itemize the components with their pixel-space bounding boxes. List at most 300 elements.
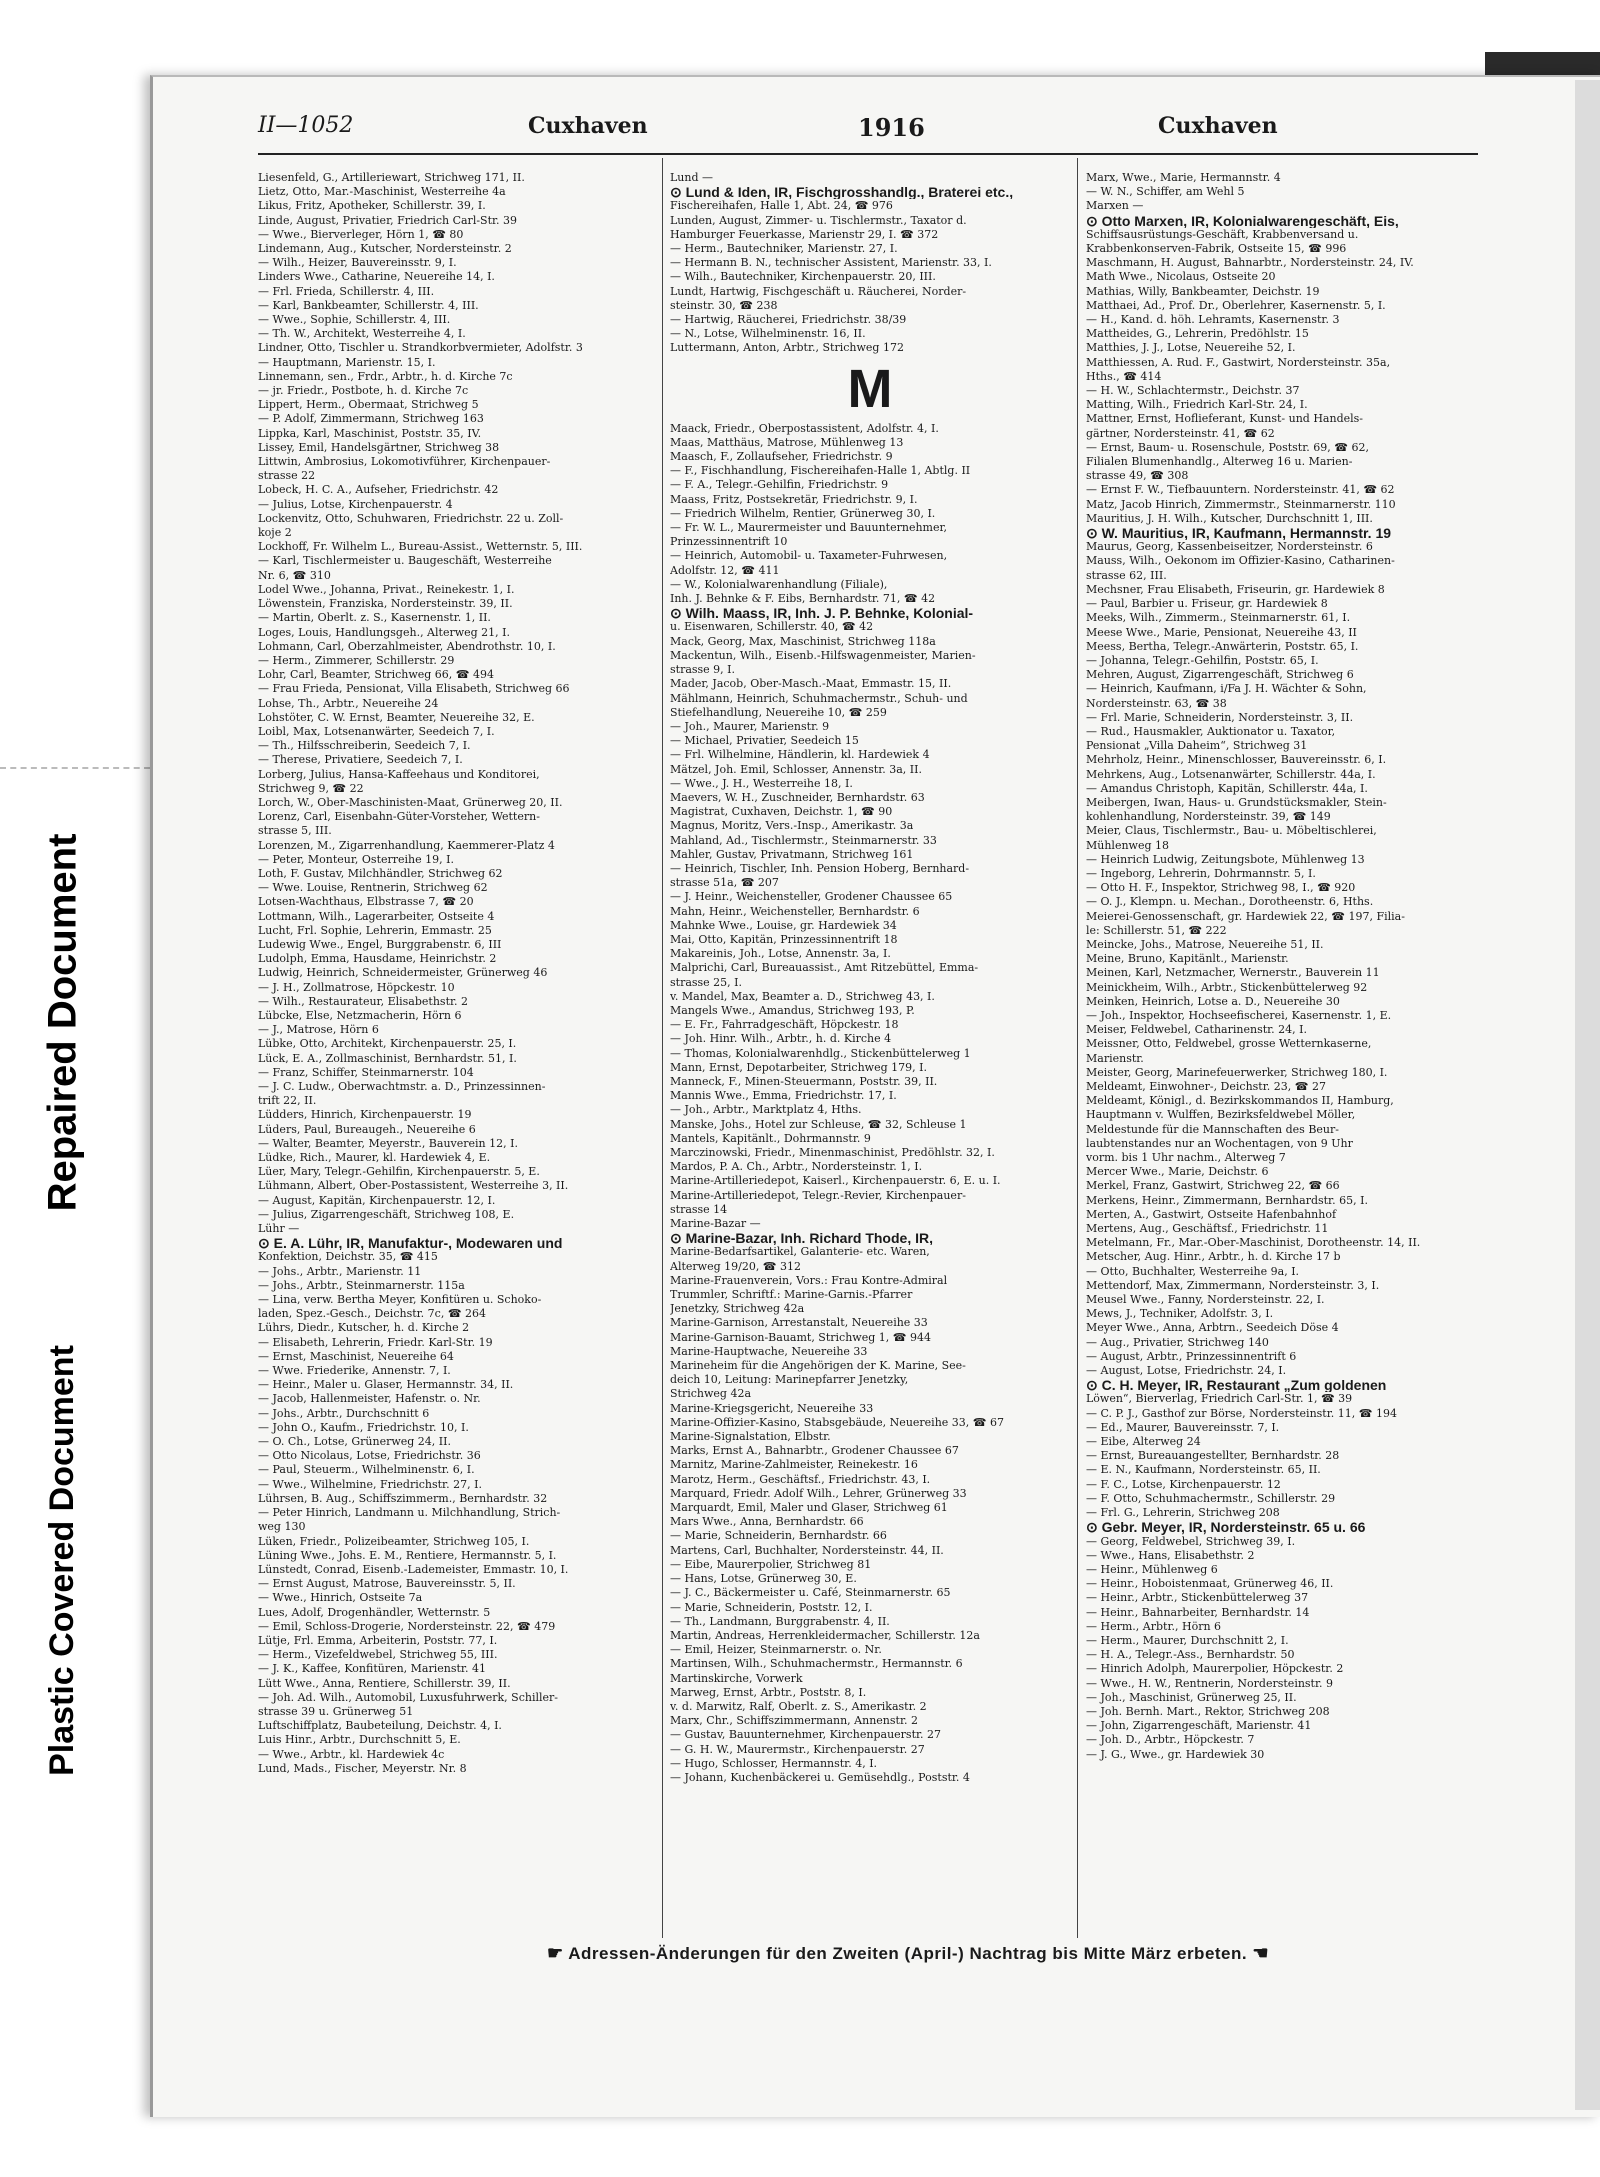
directory-entry: Meissner, Otto, Feldwebel, grosse Wetternkaserne, xyxy=(1086,1037,1372,1051)
directory-entry: — O. J., Klempn. u. Mechan., Dorotheenstr. 6, Hths. xyxy=(1086,895,1374,909)
directory-entry: laubtenstandes nur an Wochentagen, von 9 Uhr xyxy=(1086,1136,1353,1150)
directory-entry: Mechsner, Frau Elisabeth, Friseurin, gr. Hardewiek 8 xyxy=(1086,582,1385,596)
directory-entry: Lindemann, Aug., Kutscher, Nordersteinstr. 2 xyxy=(258,242,512,256)
directory-entry: — Ed., Maurer, Bauvereinsstr. 7, I. xyxy=(1086,1420,1280,1434)
directory-entry: Lobeck, H. C. A., Aufseher, Friedrichstr. 42 xyxy=(258,483,499,497)
directory-entry: strasse 5, III. xyxy=(258,824,332,838)
directory-entry: Marweg, Ernst, Arbtr., Poststr. 8, I. xyxy=(670,1685,867,1699)
directory-entry: Strichweg 42a xyxy=(670,1387,751,1401)
directory-entry: — August, Lotse, Friedrichstr. 24, I. xyxy=(1086,1364,1287,1378)
directory-entry: Mardos, P. A. Ch., Arbtr., Nordersteinstr. 1, I. xyxy=(670,1160,923,1174)
directory-entry: Mühlenweg 18 xyxy=(1086,838,1170,852)
directory-entry: Luttermann, Anton, Arbtr., Strichweg 172 xyxy=(670,341,904,355)
directory-entry: — Karl, Bankbeamter, Schillerstr. 4, III. xyxy=(258,298,479,312)
directory-entry: — Ernst, Maschinist, Neuereihe 64 xyxy=(258,1349,454,1363)
directory-entry: Meinen, Karl, Netzmacher, Wernerstr., Bauverein 11 xyxy=(1086,966,1380,980)
directory-entry: ⊙ Otto Marxen, IR, Kolonialwarengeschäft, Eis, xyxy=(1086,213,1399,228)
directory-entry: Manneck, F., Minen-Steuermann, Poststr. 39, II. xyxy=(670,1074,938,1088)
directory-entry: koje 2 xyxy=(258,526,292,540)
directory-entry: — G. H. W., Maurermstr., Kirchenpauerstr. 27 xyxy=(670,1742,925,1756)
directory-entry: Lühmann, Albert, Ober-Postassistent, Westerreihe 3, II. xyxy=(258,1179,569,1193)
directory-entry: — Joh., Arbtr., Marktplatz 4, Hths. xyxy=(670,1103,862,1117)
directory-entry: Lues, Adolf, Drogenhändler, Wetternstr. 5 xyxy=(258,1605,491,1619)
year: 1916 xyxy=(858,113,925,142)
directory-entry: Mercer Wwe., Marie, Deichstr. 6 xyxy=(1086,1165,1269,1179)
footer-text: Adressen-Änderungen für den Zweiten (April-) Nachtrag bis Mitte März erbeten. xyxy=(568,1944,1248,1963)
directory-entry: Mauss, Wilh., Oekonom im Offizier-Kasino, Catharinen- xyxy=(1086,554,1395,568)
directory-entry: — Elisabeth, Lehrerin, Friedr. Karl-Str. 19 xyxy=(258,1335,493,1349)
directory-entry: — Heinr., Maler u. Glaser, Hermannstr. 34, II. xyxy=(258,1378,514,1392)
directory-entry: Littwin, Ambrosius, Lokomotivführer, Kirchenpauer- xyxy=(258,455,551,469)
directory-entry: — Hermann B. N., technischer Assistent, Marienstr. 33, I. xyxy=(670,256,992,270)
directory-entry: — Johann, Kuchenbäckerei u. Gemüsehdlg., Poststr. 4 xyxy=(670,1770,970,1784)
directory-entry: — Heinrich Ludwig, Zeitungsbote, Mühlenweg 13 xyxy=(1086,852,1365,866)
directory-entry: Meincke, Johs., Matrose, Neuereihe 51, II. xyxy=(1086,937,1324,951)
directory-entry: strasse 39 u. Grünerweg 51 xyxy=(258,1704,414,1718)
directory-entry: Lübcke, Else, Netzmacherin, Hörn 6 xyxy=(258,1008,462,1022)
directory-entry: Matting, Wilh., Friedrich Karl-Str. 24, I. xyxy=(1086,398,1308,412)
directory-entry: Lohstöter, C. W. Ernst, Beamter, Neuereihe 32, E. xyxy=(258,710,535,724)
directory-entry: Hamburger Feuerkasse, Marienstr 29, I. ☎ 372 xyxy=(670,227,939,241)
directory-entry: — Amandus Christoph, Kapitän, Schillerstr. 44a, I. xyxy=(1086,781,1368,795)
directory-entry: — Joh. Hinr. Wilh., Arbtr., h. d. Kirche 4 xyxy=(670,1032,892,1046)
directory-entry: — Frl. Marie, Schneiderin, Nordersteinstr. 3, II. xyxy=(1086,710,1354,724)
directory-entry: Marine-Hauptwache, Neuereihe 33 xyxy=(670,1344,868,1358)
directory-entry: — Emil, Heizer, Steinmarnerstr. o. Nr. xyxy=(670,1643,882,1657)
directory-entry: kohlenhandlung, Nordersteinstr. 39, ☎ 149 xyxy=(1086,810,1331,824)
directory-entry: — Heinrich, Tischler, Inh. Pension Hoberg, Bernhard- xyxy=(670,861,970,875)
directory-entry: Martinsen, Wilh., Schuhmachermstr., Hermannstr. 6 xyxy=(670,1657,963,1671)
directory-entry: — Johs., Arbtr., Durchschnitt 6 xyxy=(258,1406,430,1420)
directory-entry: Marxen — xyxy=(1086,199,1144,213)
directory-entry: Meine, Bruno, Kapitänlt., Marienstr. xyxy=(1086,952,1289,966)
directory-entry: — Th., Landmann, Burggrabenstr. 4, II. xyxy=(670,1614,890,1628)
directory-entry: trift 22, II. xyxy=(258,1094,317,1108)
directory-entry: — Th. W., Architekt, Westerreihe 4, I. xyxy=(258,327,466,341)
directory-entry: Marquard, Friedr. Adolf Wilh., Lehrer, Grünerweg 33 xyxy=(670,1486,967,1500)
directory-entry: Maurus, Georg, Kassenbeiseitzer, Nordersteinstr. 6 xyxy=(1086,540,1373,554)
directory-entry: Lübke, Otto, Architekt, Kirchenpauerstr. 25, I. xyxy=(258,1037,517,1051)
directory-entry: — Ernst, Baum- u. Rosenschule, Poststr. 69, ☎ 62, xyxy=(1086,440,1369,454)
directory-entry: — Peter Hinrich, Landmann u. Milchhandlung, Strich- xyxy=(258,1506,561,1520)
directory-entry: Lüdke, Rich., Maurer, kl. Hardewiek 4, E. xyxy=(258,1151,491,1165)
directory-entry: ⊙ C. H. Meyer, IR, Restaurant „Zum goldenen xyxy=(1086,1378,1387,1393)
directory-entry: Marks, Ernst A., Bahnarbtr., Grodener Chaussee 67 xyxy=(670,1444,959,1458)
directory-entry: — Lina, verw. Bertha Meyer, Konfitüren u. Schoko- xyxy=(258,1293,542,1307)
directory-entry: — Heinrich, Automobil- u. Taxameter-Fuhrwesen, xyxy=(670,549,948,563)
directory-entry: — J., Matrose, Hörn 6 xyxy=(258,1023,379,1037)
directory-entry: Lund, Mads., Fischer, Meyerstr. Nr. 8 xyxy=(258,1761,467,1775)
directory-entry: — N., Lotse, Wilhelminenstr. 16, II. xyxy=(670,327,866,341)
directory-entry: Alterweg 19/20, ☎ 312 xyxy=(670,1259,802,1273)
directory-entry: ⊙ Lund & Iden, IR, Fischgrosshandlg., Braterei etc., xyxy=(670,185,1014,200)
directory-entry: — Herm., Zimmerer, Schillerstr. 29 xyxy=(258,653,455,667)
directory-entry: — Joh. Ad. Wilh., Automobil, Luxusfuhrwerk, Schiller- xyxy=(258,1690,558,1704)
directory-entry: — Wwe., Arbtr., kl. Hardewiek 4c xyxy=(258,1747,445,1761)
directory-entry: Lüken, Friedr., Polizeibeamter, Strichweg 105, I. xyxy=(258,1534,530,1548)
directory-entry: Lüdders, Hinrich, Kirchenpauerstr. 19 xyxy=(258,1108,472,1122)
directory-entry: — Wwe., H. W., Rentnerin, Nordersteinstr. 9 xyxy=(1086,1676,1334,1690)
repaired-label: Repaired Document xyxy=(40,833,85,1212)
directory-entry: Marine-Artilleriedepot, Kaiserl., Kirchenpauerstr. 6, E. u. I. xyxy=(670,1174,1001,1188)
directory-entry: — Wwe. Louise, Rentnerin, Strichweg 62 xyxy=(258,881,488,895)
directory-entry: Marine-Artilleriedepot, Telegr.-Revier, Kirchenpauer- xyxy=(670,1188,966,1202)
section-letter: M xyxy=(847,358,893,419)
directory-entry: Lucht, Frl. Sophie, Lehrerin, Emmastr. 25 xyxy=(258,923,492,937)
pointing-hand-icon: ☚ xyxy=(1252,1943,1269,1963)
directory-entry: — Hartwig, Räucherei, Friedrichstr. 38/39 xyxy=(670,313,907,327)
directory-entry: — Herm., Maurer, Durchschnitt 2, I. xyxy=(1086,1633,1289,1647)
directory-entry: — Johanna, Telegr.-Gehilfin, Poststr. 65, I. xyxy=(1086,653,1319,667)
directory-entry: Maas, Matthäus, Matrose, Mühlenweg 13 xyxy=(670,435,904,449)
directory-entry: strasse 22 xyxy=(258,469,316,483)
directory-entry: Filialen Blumenhandlg., Alterweg 16 u. Marien- xyxy=(1086,455,1353,469)
directory-entry: — Heinr., Arbtr., Stickenbüttelerweg 37 xyxy=(1086,1591,1309,1605)
directory-entry: Meibergen, Iwan, Haus- u. Grundstücksmakler, Stein- xyxy=(1086,795,1387,809)
directory-entry: Lorenz, Carl, Eisenbahn-Güter-Vorsteher, Wettern- xyxy=(258,810,540,824)
directory-entry: — Joh., Maurer, Marienstr. 9 xyxy=(670,719,830,733)
directory-entry: — Eibe, Alterweg 24 xyxy=(1086,1435,1201,1449)
directory-entry: Jenetzky, Strichweg 42a xyxy=(670,1302,805,1316)
directory-entry: Mahn, Heinr., Weichensteller, Bernhardstr. 6 xyxy=(670,904,920,918)
directory-entry: — W., Kolonialwarenhandlung (Filiale), xyxy=(670,577,888,591)
directory-entry: Lünstedt, Conrad, Eisenb.-Lademeister, Emmastr. 10, I. xyxy=(258,1562,569,1576)
directory-entry: Meusel Wwe., Fanny, Nordersteinstr. 22, I. xyxy=(1086,1293,1325,1307)
directory-entry: ⊙ W. Mauritius, IR, Kaufmann, Hermannstr. 19 xyxy=(1086,526,1392,541)
directory-entry: Lohse, Th., Arbtr., Neuereihe 24 xyxy=(258,696,439,710)
directory-entry: Linnemann, sen., Frdr., Arbtr., h. d. Kirche 7c xyxy=(258,369,513,383)
directory-entry: — F. Otto, Schuhmachermstr., Schillerstr. 29 xyxy=(1086,1491,1336,1505)
directory-entry: Marine-Bazar — xyxy=(670,1217,761,1231)
directory-entry: Lütt Wwe., Anna, Rentiere, Schillerstr. 39, II. xyxy=(258,1676,511,1690)
directory-entry: Lundt, Hartwig, Fischgeschäft u. Räucherei, Norder- xyxy=(670,284,967,298)
directory-entry: u. Eisenwaren, Schillerstr. 40, ☎ 42 xyxy=(670,620,874,634)
directory-entry: Marquardt, Emil, Maler und Glaser, Strichweg 61 xyxy=(670,1501,948,1515)
directory-entry: Lorch, W., Ober-Maschinisten-Maat, Grünerweg 20, II. xyxy=(258,795,563,809)
side-label-plastic xyxy=(20,1185,105,1935)
directory-entry: Mai, Otto, Kapitän, Prinzessinnentrift 18 xyxy=(670,932,898,946)
directory-entry: Marine-Bedarfsartikel, Galanterie- etc. Waren, xyxy=(670,1245,930,1259)
directory-entry: Adolfstr. 12, ☎ 411 xyxy=(670,563,780,577)
directory-entry: Marotz, Herm., Geschäftsf., Friedrichstr. 43, I. xyxy=(670,1472,931,1486)
directory-entry: Nr. 6, ☎ 310 xyxy=(258,568,331,582)
directory-entry: — Wilh., Restaurateur, Elisabethstr. 2 xyxy=(258,994,469,1008)
directory-page xyxy=(258,113,1478,1993)
directory-entry: — J. K., Kaffee, Konfitüren, Marienstr. 41 xyxy=(258,1662,486,1676)
directory-entry: — Otto Nicolaus, Lotse, Friedrichstr. 36 xyxy=(258,1449,481,1463)
directory-entry: ⊙ Wilh. Maass, IR, Inh. J. P. Behnke, Kolonial- xyxy=(670,606,974,621)
directory-entry: Mattheides, G., Lehrerin, Predöhlstr. 15 xyxy=(1086,327,1309,341)
directory-entry: Ludewig Wwe., Engel, Burggrabenstr. 6, III xyxy=(258,937,502,951)
directory-entry: strasse 14 xyxy=(670,1202,728,1216)
directory-entry: Meinken, Heinrich, Lotse a. D., Neuereihe 30 xyxy=(1086,994,1340,1008)
directory-entry: Math Wwe., Nicolaus, Ostseite 20 xyxy=(1086,270,1276,284)
directory-entry: Meeks, Wilh., Zimmerm., Steinmarnerstr. 61, I. xyxy=(1086,611,1351,625)
directory-entry: Lühr — xyxy=(258,1222,300,1236)
directory-entry: Mätzel, Joh. Emil, Schlosser, Annenstr. 3a, II. xyxy=(670,762,922,776)
directory-entry: — Johs., Arbtr., Marienstr. 11 xyxy=(258,1264,422,1278)
directory-entry: Mader, Jacob, Ober-Masch.-Maat, Emmastr. 15, II. xyxy=(670,677,952,691)
directory-entry: Maschmann, H. August, Bahnarbtr., Nordersteinstr. 24, IV. xyxy=(1086,256,1414,270)
column-rule xyxy=(1077,158,1078,1938)
directory-entry: Meinickheim, Wilh., Arbtr., Stickenbüttelerweg 92 xyxy=(1086,980,1368,994)
directory-entry: Martinskirche, Vorwerk xyxy=(670,1671,803,1685)
directory-entry: Lunden, August, Zimmer- u. Tischlermstr., Taxator d. xyxy=(670,213,967,227)
directory-entry: Löwen“, Bierverlag, Friedrich Carl-Str. 1, ☎ 39 xyxy=(1086,1392,1353,1406)
directory-entry: Marienstr. xyxy=(1086,1051,1144,1065)
directory-entry: Lockenvitz, Otto, Schuhwaren, Friedrichstr. 22 u. Zoll- xyxy=(258,511,564,525)
directory-entry: Krabbenkonserven-Fabrik, Ostseite 15, ☎ 996 xyxy=(1086,242,1347,256)
directory-entry: Mantels, Kapitänlt., Dohrmannstr. 9 xyxy=(670,1131,871,1145)
directory-entry: — Heinrich, Kaufmann, i/Fa J. H. Wächter & Sohn, xyxy=(1086,682,1367,696)
directory-entry: — C. P. J., Gasthof zur Börse, Nordersteinstr. 11, ☎ 194 xyxy=(1086,1406,1397,1420)
directory-entry: — Jacob, Hallenmeister, Hafenstr. o. Nr. xyxy=(258,1392,481,1406)
directory-entry: — Julius, Zigarrengeschäft, Strichweg 108, E. xyxy=(258,1207,515,1221)
directory-entry: Meese Wwe., Marie, Pensionat, Neuereihe 43, II xyxy=(1086,625,1357,639)
directory-entry: — Fr. W. L., Maurermeister und Bauunternehmer, xyxy=(670,521,948,535)
directory-entry: Lührsen, B. Aug., Schiffszimmerm., Bernhardstr. 32 xyxy=(258,1491,548,1505)
directory-entry: — Wwe., Hans, Elisabethstr. 2 xyxy=(1086,1548,1255,1562)
directory-entry: Lietz, Otto, Mar.-Maschinist, Westerreihe 4a xyxy=(258,185,506,199)
directory-entry: Löwenstein, Franziska, Nordersteinstr. 39, II. xyxy=(258,597,513,611)
directory-entry: Mettendorf, Max, Zimmermann, Nordersteinstr. 3, I. xyxy=(1086,1278,1380,1292)
directory-entry: Meister, Georg, Marinefeuerwerker, Strichweg 180, I. xyxy=(1086,1065,1388,1079)
directory-entry: — Wilh., Heizer, Bauvereinsstr. 9, I. xyxy=(258,256,457,270)
directory-entry: Merkens, Heinr., Zimmermann, Bernhardstr. 65, I. xyxy=(1086,1193,1368,1207)
directory-entry: — Hans, Lotse, Grünerweg 30, E. xyxy=(670,1572,857,1586)
directory-entry: Hths., ☎ 414 xyxy=(1086,369,1162,383)
directory-entry: — Marie, Schneiderin, Poststr. 12, I. xyxy=(670,1600,873,1614)
column-2-entries xyxy=(670,422,1070,1786)
directory-entry: — Heinr., Mühlenweg 6 xyxy=(1086,1562,1218,1576)
directory-entry: — John O., Kaufm., Friedrichstr. 10, I. xyxy=(258,1420,469,1434)
directory-entry: Marine-Garnison, Arrestanstalt, Neuereihe 33 xyxy=(670,1316,928,1330)
directory-entry: Mack, Georg, Max, Maschinist, Strichweg 118a xyxy=(670,634,936,648)
directory-entry: Lodel Wwe., Johanna, Privat., Reinekestr. 1, I. xyxy=(258,582,515,596)
directory-entry: — Johs., Arbtr., Steinmarnerstr. 115a xyxy=(258,1278,465,1292)
directory-entry: Manske, Johs., Hotel zur Schleuse, ☎ 32, Schleuse 1 xyxy=(670,1117,967,1131)
directory-entry: Mauritius, J. H. Wilh., Kutscher, Durchschnitt 1, III. xyxy=(1086,511,1373,525)
page-header xyxy=(258,113,1478,153)
directory-entry: — J. H., Zollmatrose, Höpckestr. 10 xyxy=(258,980,455,994)
directory-entry: Magnus, Moritz, Vers.-Insp., Amerikastr. 3a xyxy=(670,819,914,833)
directory-entry: Hauptmann v. Wulffen, Bezirksfeldwebel Möller, xyxy=(1086,1108,1356,1122)
directory-entry: Lührs, Diedr., Kutscher, h. d. Kirche 2 xyxy=(258,1321,470,1335)
directory-entry: — J. Heinr., Weichensteller, Grodener Chaussee 65 xyxy=(670,890,953,904)
directory-entry: Lund — xyxy=(670,171,714,184)
city-left: Cuxhaven xyxy=(528,113,648,139)
directory-entry: Marine-Signalstation, Elbstr. xyxy=(670,1430,831,1444)
directory-entry: Mahnke Wwe., Louise, gr. Hardewiek 34 xyxy=(670,918,897,932)
directory-entry: Meldestunde für die Mannschaften des Beur- xyxy=(1086,1122,1339,1136)
directory-entry: — Wwe., J. H., Westerreihe 18, I. xyxy=(670,776,853,790)
directory-entry: — J. G., Wwe., gr. Hardewiek 30 xyxy=(1086,1747,1265,1761)
directory-entry: Maasch, F., Zollaufseher, Friedrichstr. 9 xyxy=(670,450,893,464)
directory-entry: Mews, J., Techniker, Adolfstr. 3, I. xyxy=(1086,1307,1274,1321)
directory-entry: strasse 25, I. xyxy=(670,975,743,989)
directory-entry: — Ernst August, Matrose, Bauvereinsstr. 5, II. xyxy=(258,1577,516,1591)
directory-entry: — Ernst F. W., Tiefbauuntern. Nordersteinstr. 41, ☎ 62 xyxy=(1086,483,1395,497)
directory-entry: Metelmann, Fr., Mar.-Ober-Maschinist, Dorotheenstr. 14, II. xyxy=(1086,1236,1421,1250)
directory-entry: Mertens, Aug., Geschäftsf., Friedrichstr. 11 xyxy=(1086,1222,1329,1236)
directory-entry: — Heinr., Hoboistenmaat, Grünerweg 46, II. xyxy=(1086,1577,1334,1591)
directory-entry: Marine-Kriegsgericht, Neuereihe 33 xyxy=(670,1401,874,1415)
directory-entry: Matz, Jacob Hinrich, Zimmermstr., Steinmarnerstr. 110 xyxy=(1086,497,1396,511)
directory-entry: — Paul, Steuerm., Wilhelminenstr. 6, I. xyxy=(258,1463,475,1477)
directory-entry: — Hugo, Schlosser, Hermannstr. 4, I. xyxy=(670,1756,878,1770)
directory-entry: — J. C., Bäckermeister u. Café, Steinmarnerstr. 65 xyxy=(670,1586,951,1600)
directory-entry: Mackentun, Wilh., Eisenb.-Hilfswagenmeister, Marien- xyxy=(670,648,976,662)
directory-entry: Mattner, Ernst, Hoflieferant, Kunst- und Handels- xyxy=(1086,412,1364,426)
directory-entry: Fischereihafen, Halle 1, Abt. 24, ☎ 976 xyxy=(670,199,893,213)
directory-entry: Likus, Fritz, Apotheker, Schillerstr. 39, I. xyxy=(258,199,486,213)
directory-entry: — Wwe., Sophie, Schillerstr. 4, III. xyxy=(258,313,451,327)
directory-entry: Marine-Frauenverein, Vors.: Frau Kontre-Admiral xyxy=(670,1273,948,1287)
directory-entry: Lottmann, Wilh., Lagerarbeiter, Ostseite 4 xyxy=(258,909,495,923)
directory-entry: Lorenzen, M., Zigarrenhandlung, Kaemmerer-Platz 4 xyxy=(258,838,555,852)
directory-entry: — Hauptmann, Marienstr. 15, I. xyxy=(258,355,436,369)
directory-entry: Inh. J. Behnke & F. Eibs, Bernhardstr. 71, ☎ 42 xyxy=(670,592,936,606)
directory-entry: Ludolph, Emma, Hausdame, Heinrichstr. 2 xyxy=(258,952,497,966)
directory-entry: gärtner, Nordersteinstr. 41, ☎ 62 xyxy=(1086,426,1275,440)
directory-entry: Mahland, Ad., Tischlermstr., Steinmarnerstr. 33 xyxy=(670,833,937,847)
directory-entry: — Frau Frieda, Pensionat, Villa Elisabeth, Strichweg 66 xyxy=(258,682,570,696)
directory-entry: Lissey, Emil, Handelsgärtner, Strichweg 38 xyxy=(258,440,500,454)
directory-entry: Marczinowski, Friedr., Minenmaschinist, Predöhlstr. 32, I. xyxy=(670,1146,995,1159)
directory-entry: v. Mandel, Max, Beamter a. D., Strichweg 43, I. xyxy=(670,989,935,1003)
directory-entry: Marnitz, Marine-Zahlmeister, Reinekestr. 16 xyxy=(670,1458,918,1472)
directory-entry: — Therese, Privatiere, Seedeich 7, I. xyxy=(258,753,463,767)
directory-entry: ⊙ E. A. Lühr, IR, Manufaktur-, Modewaren und xyxy=(258,1236,563,1251)
directory-entry: Lippka, Karl, Maschinist, Poststr. 35, IV. xyxy=(258,426,482,440)
directory-entry: — Wwe., Bierverleger, Hörn 1, ☎ 80 xyxy=(258,227,464,241)
directory-entry: Meldeamt, Einwohner-, Deichstr. 23, ☎ 27 xyxy=(1086,1080,1326,1093)
directory-entry: — Th., Hilfsschreiberin, Seedeich 7, I. xyxy=(258,739,471,753)
directory-entry: — Franz, Schiffer, Steinmarnerstr. 104 xyxy=(258,1065,474,1079)
directory-entry: steinstr. 30, ☎ 238 xyxy=(670,298,778,312)
directory-entry: — Frl. Frieda, Schillerstr. 4, III. xyxy=(258,284,435,298)
directory-entry: Marx, Chr., Schiffszimmermann, Annenstr. 2 xyxy=(670,1714,918,1728)
directory-entry: — J. C. Ludw., Oberwachtmstr. a. D., Prinzessinnen- xyxy=(258,1080,546,1093)
directory-entry: Makareinis, Joh., Lotse, Annenstr. 3a, I. xyxy=(670,947,891,961)
column-1 xyxy=(258,171,653,1931)
directory-entry: Meierei-Genossenschaft, gr. Hardewiek 22, ☎ 197, Filia- xyxy=(1086,909,1405,923)
directory-entry: Nordersteinstr. 63, ☎ 38 xyxy=(1086,696,1227,710)
directory-entry: Lockhoff, Fr. Wilhelm L., Bureau-Assist., Wetternstr. 5, III. xyxy=(258,540,583,554)
directory-entry: — Herm., Vizefeldwebel, Strichweg 55, III. xyxy=(258,1648,498,1662)
directory-entry: Pensionat „Villa Daheim“, Strichweg 31 xyxy=(1086,739,1308,753)
directory-entry: strasse 9, I. xyxy=(670,663,736,677)
directory-entry: — Herm., Bautechniker, Marienstr. 27, I. xyxy=(670,242,898,256)
directory-entry: — August, Kapitän, Kirchenpauerstr. 12, I. xyxy=(258,1193,496,1207)
page-number: II—1052 xyxy=(258,113,354,138)
directory-entry: Mahler, Gustav, Privatmann, Strichweg 161 xyxy=(670,847,914,861)
directory-entry: — Walter, Beamter, Meyerstr., Bauverein 12, I. xyxy=(258,1136,518,1150)
directory-entry: strasse 51a, ☎ 207 xyxy=(670,876,779,890)
directory-entry: — August, Arbtr., Prinzessinnentrift 6 xyxy=(1086,1349,1297,1363)
directory-entry: — Heinr., Bahnarbeiter, Bernhardstr. 14 xyxy=(1086,1605,1310,1619)
directory-entry: Lück, E. A., Zollmaschinist, Bernhardstr. 51, I. xyxy=(258,1051,517,1065)
directory-entry: — O. Ch., Lotse, Grünerweg 24, II. xyxy=(258,1435,451,1449)
directory-entry: Metscher, Aug. Hinr., Arbtr., h. d. Kirche 17 b xyxy=(1086,1250,1341,1264)
directory-entry: Konfektion, Deichstr. 35, ☎ 415 xyxy=(258,1250,438,1264)
directory-entry: Mangels Wwe., Amandus, Strichweg 193, P. xyxy=(670,1003,915,1017)
directory-entry: — Hinrich Adolph, Maurerpolier, Höpckestr. 2 xyxy=(1086,1662,1344,1676)
directory-entry: — H. A., Telegr.-Ass., Bernhardstr. 50 xyxy=(1086,1648,1295,1662)
directory-entry: — Rud., Hausmakler, Auktionator u. Taxator, xyxy=(1086,724,1336,738)
directory-entry: Maack, Friedr., Oberpostassistent, Adolfstr. 4, I. xyxy=(670,421,939,435)
directory-entry: Linders Wwe., Catharine, Neuereihe 14, I. xyxy=(258,270,495,284)
directory-entry: Martens, Carl, Buchhalter, Nordersteinstr. 44, II. xyxy=(670,1543,944,1557)
directory-entry: Matthiessen, A. Rud. F., Gastwirt, Nordersteinstr. 35a, xyxy=(1086,355,1391,369)
directory-entry: — Joh. D., Arbtr., Höpckestr. 7 xyxy=(1086,1733,1255,1747)
directory-entry: — Julius, Lotse, Kirchenpauerstr. 4 xyxy=(258,497,453,511)
directory-entry: — Otto, Buchhalter, Westerreihe 9a, I. xyxy=(1086,1264,1300,1278)
directory-entry: Merkel, Franz, Gastwirt, Strichweg 22, ☎ 66 xyxy=(1086,1179,1340,1193)
directory-entry: — F. C., Lotse, Kirchenpauerstr. 12 xyxy=(1086,1477,1281,1491)
directory-entry: — Frl. G., Lehrerin, Strichweg 208 xyxy=(1086,1506,1280,1520)
directory-entry: — H., Kand. d. höh. Lehramts, Kasernenstr. 3 xyxy=(1086,313,1340,327)
directory-entry: — E. N., Kaufmann, Nordersteinstr. 65, II. xyxy=(1086,1463,1321,1477)
directory-entry: — Wilh., Bautechniker, Kirchenpauerstr. 20, III. xyxy=(670,270,936,284)
header-rule xyxy=(258,153,1478,155)
directory-entry: — Thomas, Kolonialwarenhdlg., Stickenbüttelerweg 1 xyxy=(670,1046,971,1060)
directory-entry: Meyer Wwe., Anna, Arbtrn., Seedeich Döse 4 xyxy=(1086,1321,1339,1335)
directory-entry: — Gustav, Bauunternehmer, Kirchenpauerstr. 27 xyxy=(670,1728,942,1742)
directory-entry: — Frl. Wilhelmine, Händlerin, kl. Hardewiek 4 xyxy=(670,748,930,762)
directory-entry: — W. N., Schiffer, am Wehl 5 xyxy=(1086,185,1245,199)
directory-entry: Lütje, Frl. Emma, Arbeiterin, Poststr. 77, I. xyxy=(258,1633,498,1647)
directory-entry: — F., Fischhandlung, Fischereihafen-Halle 1, Abtlg. II xyxy=(670,464,971,478)
directory-entry: — Karl, Tischlermeister u. Baugeschäft, Westerreihe xyxy=(258,554,552,568)
directory-entry: vorm. bis 1 Uhr nachm., Alterweg 7 xyxy=(1086,1151,1286,1165)
column-2 xyxy=(670,171,1070,1931)
directory-entry: Marine-Offizier-Kasino, Stabsgebäude, Neuereihe 33, ☎ 67 xyxy=(670,1415,1004,1429)
directory-entry: le: Schillerstr. 51, ☎ 222 xyxy=(1086,923,1227,937)
directory-entry: — Eibe, Maurerpolier, Strichweg 81 xyxy=(670,1557,872,1571)
directory-entry: Lohmann, Carl, Oberzahlmeister, Abendrothstr. 10, I. xyxy=(258,639,556,653)
directory-entry: ⊙ Marine-Bazar, Inh. Richard Thode, IR, xyxy=(670,1231,933,1246)
directory-entry: Loges, Louis, Handlungsgeh., Alterweg 21, I. xyxy=(258,625,511,639)
directory-entry: — Georg, Feldwebel, Strichweg 39, I. xyxy=(1086,1534,1296,1548)
directory-entry: Mann, Ernst, Depotarbeiter, Strichweg 179, I. xyxy=(670,1060,927,1074)
directory-entry: Marx, Wwe., Marie, Hermannstr. 4 xyxy=(1086,171,1281,184)
directory-entry: — Ernst, Bureauangestellter, Bernhardstr. 28 xyxy=(1086,1449,1340,1463)
directory-entry: Malprichi, Carl, Bureauassist., Amt Ritzebüttel, Emma- xyxy=(670,961,979,975)
directory-entry: Maevers, W. H., Zuschneider, Bernhardstr. 63 xyxy=(670,790,925,804)
directory-entry: Marineheim für die Angehörigen der K. Marine, See- xyxy=(670,1359,966,1373)
directory-entry: Liesenfeld, G., Artilleriewart, Strichweg 171, II. xyxy=(258,171,525,184)
directory-entry: — Wwe. Friederike, Annenstr. 7, I. xyxy=(258,1364,451,1378)
directory-entry: Lüders, Paul, Bureaugeh., Neuereihe 6 xyxy=(258,1122,476,1136)
directory-entry: Maass, Fritz, Postsekretär, Friedrichstr. 9, I. xyxy=(670,492,918,506)
directory-entry: — Martin, Oberlt. z. S., Kasernenstr. 1, II. xyxy=(258,611,491,625)
directory-entry: Lotsen-Wachthaus, Elbstrasse 7, ☎ 20 xyxy=(258,895,474,909)
page-edge xyxy=(1575,80,1600,2110)
directory-entry: Lüning Wwe., Johs. E. M., Rentiere, Hermannstr. 5, I. xyxy=(258,1548,557,1562)
directory-entry: Schiffsausrüstungs-Geschäft, Krabbenversand u. xyxy=(1086,227,1359,241)
pointing-hand-icon: ☛ xyxy=(546,1943,564,1963)
directory-entry: Merten, A., Gastwirt, Ostseite Hafenbahnhof xyxy=(1086,1207,1337,1221)
directory-entry: — Michael, Privatier, Seedeich 15 xyxy=(670,734,859,748)
directory-entry: Stiefelhandlung, Neuereihe 10, ☎ 259 xyxy=(670,705,887,719)
directory-entry: — Friedrich Wilhelm, Rentier, Grünerweg 30, I. xyxy=(670,506,936,520)
column-2-top xyxy=(670,171,1070,356)
directory-entry: laden, Spez.-Gesch., Deichstr. 7c, ☎ 264 xyxy=(258,1307,487,1321)
directory-entry: deich 10, Leitung: Marinepfarrer Jenetzky, xyxy=(670,1373,909,1387)
directory-entry: — Emil, Schloss-Drogerie, Nordersteinstr. 22, ☎ 479 xyxy=(258,1619,556,1633)
directory-entry: — Aug., Privatier, Strichweg 140 xyxy=(1086,1335,1269,1349)
